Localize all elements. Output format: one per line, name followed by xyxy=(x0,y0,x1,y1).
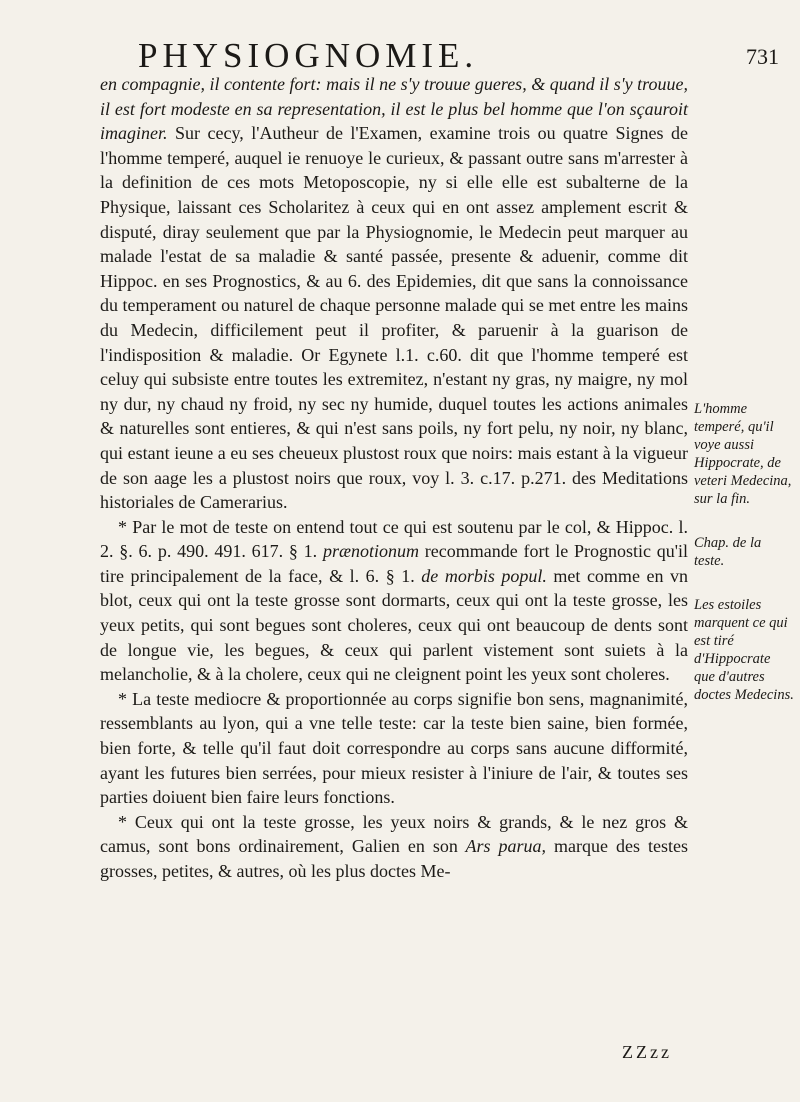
body-text xyxy=(100,72,688,884)
running-title: PHYSIOGNOMIE. xyxy=(138,36,479,75)
paragraph-4-italic: Ars parua, xyxy=(457,836,547,857)
paragraph-4-text-b: marque des testes grosses, petites, & autres, où les plus doctes Me- xyxy=(100,836,688,881)
paragraph-2 xyxy=(100,515,688,687)
margin-note-homme-tempere: L'homme temperé, qu'il voye aussi Hippocrate, de veteri Medecina, sur la fin. xyxy=(694,401,792,507)
paragraph-4 xyxy=(100,810,688,884)
margin-notes xyxy=(694,400,794,730)
margin-note-estoiles: Les estoiles marquent ce qui est tiré d'Hippocrate que d'autres doctes Medecins. xyxy=(694,597,794,703)
page-header xyxy=(0,14,800,75)
signature-mark: ZZzz xyxy=(622,1042,672,1062)
paragraph-2-text-b: recommande fort le Prognostic qu'il tire principalement de la face, & l. 6. § 1. xyxy=(100,541,689,586)
paragraph-1-text: Sur cecy, l'Autheur de l'Examen, examine trois ou quatre Signes de l'homme temperé, auquel ie renuoye le curieux, & passant outre sans m'arrester à la definition de ces mots Metoposcopie, ny si elle elle est subalterne de la Physique, laissant ces Scholaritez à ceux qui en ont assez amplement escrit & disputé, diray seulement que par la Physiognomie, le Medecin peut marquer au malade l'estat de sa maladie & santé passée, presente & aduenir, comme dit Hippoc. en ses Prognostics, & au 6. des Epidemies, dit que sans la connoissance du temperament ou naturel de chaque personne malade qui se met entre les mains du Medecin, difficilement peut il profiter, & paruenir à la guarison de l'indisposition & maladie. Or Egynete l.1. c.60. dit que l'homme temperé est celuy qui subsiste entre toutes les extremitez, n'estant ny gras, ny maigre, ny mol ny dur, ny chaud ny froid, ny sec ny humide, duquel toutes les actions animales & naturelles sont entieres, & qui n'est sans poils, ny fort pelu, ny noir, ny blanc, qui estant ieune a eu ses cheueux plustost roux que noirs: mais estant à la vigueur de son aage les a plustost noirs que roux, voy l. 3. c.17. p.271. des Meditations historiales de Camerarius. xyxy=(100,123,688,513)
paragraph-1-italic: en compagnie, il contente fort: mais il ne s'y trouue gueres, & quand il s'y trouue, il est fort modeste en sa representation, il est le plus bel homme que l'on sçauroit imaginer. xyxy=(100,74,688,144)
paragraph-2-text-a: * Par le mot de teste on entend tout ce qui est soutenu par le col, & Hippoc. l. 2. §. 6. p. 490. 491. 617. § 1. xyxy=(100,516,688,562)
paragraph-1 xyxy=(100,72,688,515)
paragraph-2-text-c: met comme en vn blot, ceux qui ont la teste grosse sont dormarts, ceux qui ont la teste grosse, les yeux petits, qui sont begues sont choleres, ceux qui ont beaucoup de dents sont de longue vie, les begues, & ceux qui parlent vistement sont suiets à la melancholie, & à la cholere, ceux qui ne cleignent point les yeux sont choleres. xyxy=(100,565,688,685)
paragraph-2-italic-1: prænotionum xyxy=(317,541,419,562)
margin-note-chap-teste: Chap. de la teste. xyxy=(694,535,762,569)
paragraph-4-text-a: * Ceux qui ont la teste grosse, les yeux noirs & grands, & le nez gros & camus, sont bons ordinairement, Galien en son xyxy=(100,811,688,857)
page-number: 731 xyxy=(746,44,779,69)
paragraph-2-italic-2: de morbis popul. xyxy=(414,565,547,586)
paragraph-3: * La teste mediocre & proportionnée au corps signifie bon sens, magnanimité, ressemblants au lyon, qui a vne telle teste: car la teste bien saine, bien formée, bien forte, & telle qu'il faut doit correspondre au corps sans aucune difformité, ayant les futures bien serrées, pour mieux resister à l'iniure de l'air, & toutes ses parties doiuent bien faire leurs fonctions. xyxy=(100,688,688,808)
